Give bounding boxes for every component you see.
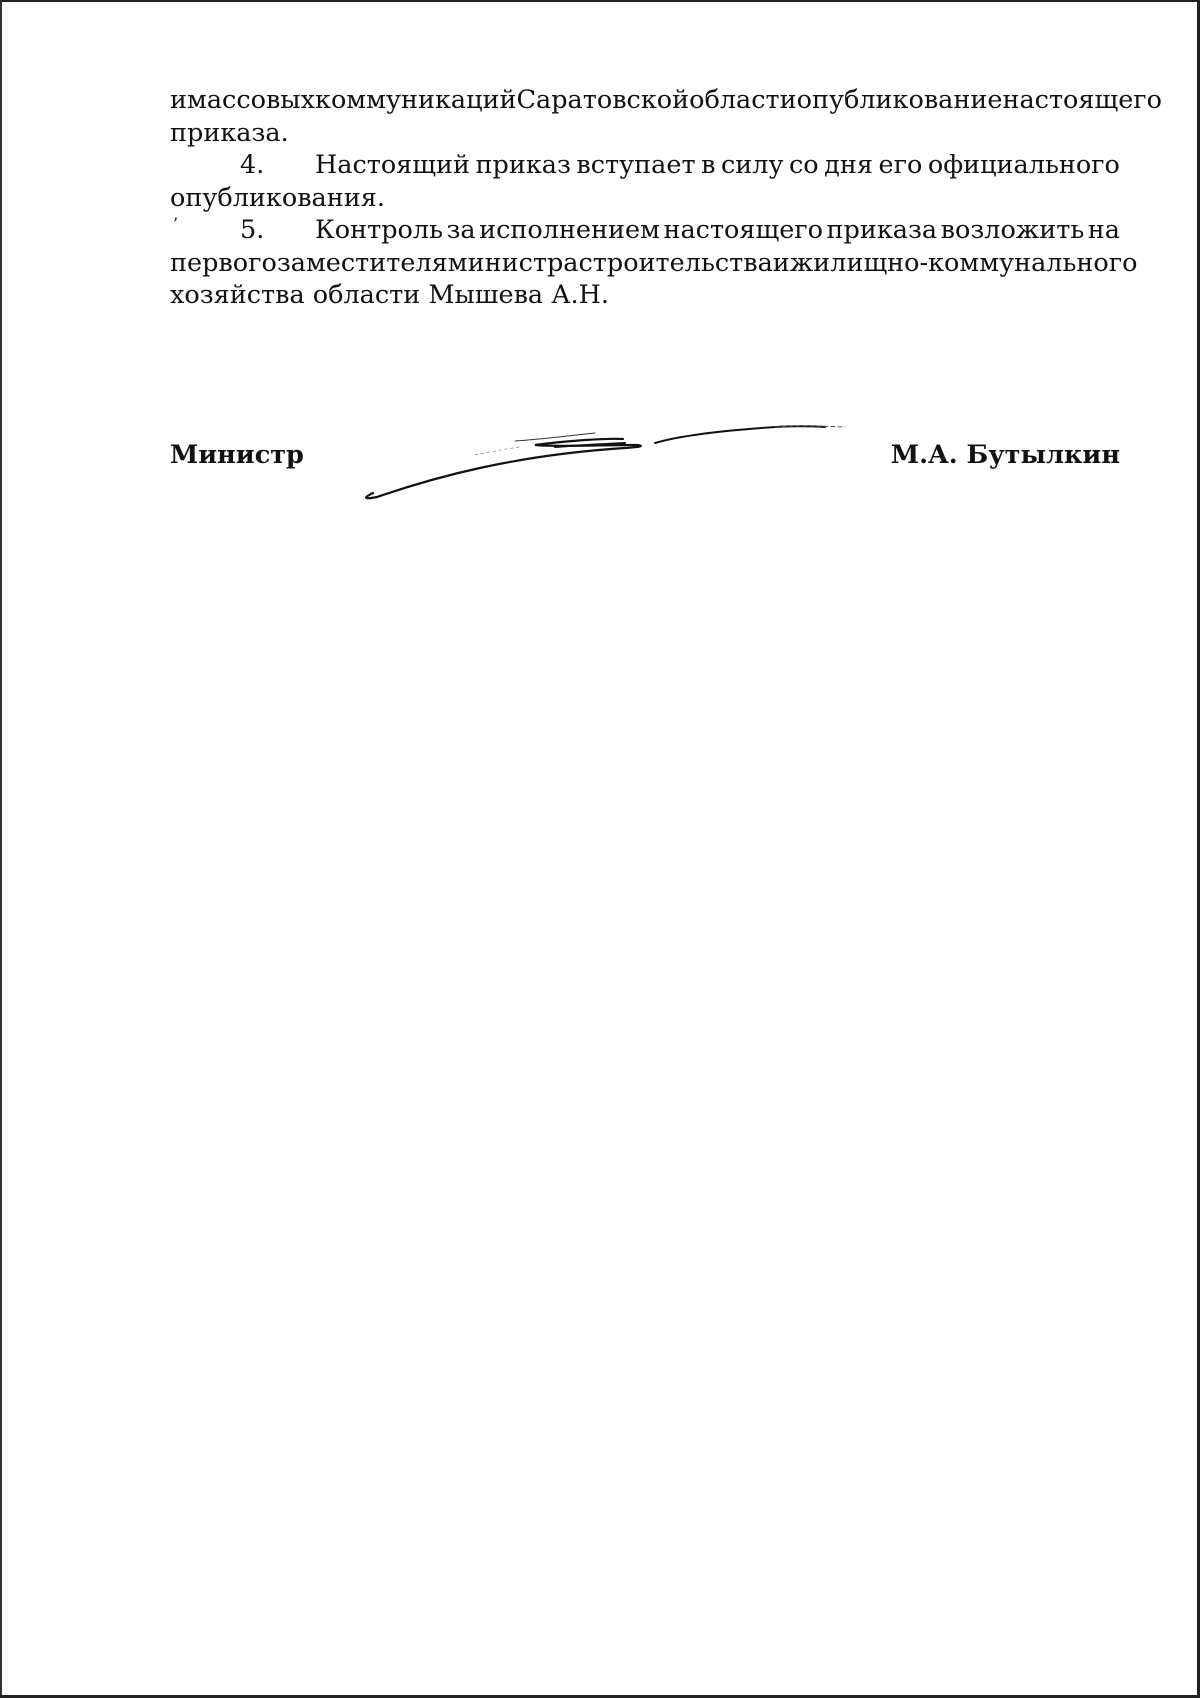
item-5-line-1-word-1: Контроль <box>315 215 443 245</box>
item-4-line-1-word-9: официального <box>927 150 1120 180</box>
item-5-line-1-word-3: исполнением <box>479 215 660 245</box>
item-5-line-1-word-4: настоящего <box>663 215 824 245</box>
signatory-title: Министр <box>170 440 304 470</box>
item-5-text <box>315 214 1120 247</box>
item-5-line-2-word-2: заместителя <box>276 247 448 278</box>
item-4-line-1-word-5: силу <box>720 150 784 180</box>
item-5-number: 5. <box>240 215 265 245</box>
document-body <box>170 84 1163 312</box>
paragraph-line-1-word-7: настоящего <box>1002 85 1163 115</box>
item-5-line-2-word-5: и <box>772 247 790 278</box>
paragraph-line-1-word-1: и <box>170 85 187 115</box>
item-4-line-1-word-7: дня <box>824 150 873 180</box>
item-4-line-1 <box>170 149 1120 182</box>
item-5-line-3: хозяйства области Мышева А.Н. <box>170 280 610 310</box>
stray-mark: ’ <box>173 214 179 233</box>
handwritten-signature <box>355 405 855 510</box>
item-5-line-1-word-2: за <box>446 215 476 245</box>
item-5-line-2 <box>170 247 1138 280</box>
item-5-line-2-word-3: министра <box>447 247 579 278</box>
paragraph-continuation-line-1 <box>170 84 1163 117</box>
page-edge-left <box>0 0 2 1698</box>
signatory-name: М.А. Бутылкин <box>890 440 1120 470</box>
paragraph-continuation-line-2: приказа. <box>170 117 289 148</box>
item-5-line-1 <box>170 214 1120 247</box>
paragraph-line-1-word-2: массовых <box>187 85 315 115</box>
item-5-line-1-word-5: приказа <box>826 215 938 245</box>
item-5-line-1-word-7: на <box>1087 215 1120 245</box>
item-4-line-1-word-8: его <box>878 150 923 180</box>
item-5-line-2-word-6: жилищно-коммунального <box>789 247 1138 278</box>
paragraph-line-1-word-6: опубликование <box>796 85 1003 115</box>
item-5-line-1-word-6: возложить <box>940 215 1085 245</box>
item-5-line-2-word-1: первого <box>170 247 277 278</box>
item-5-line-2-word-4: строительства <box>578 247 773 278</box>
item-4-line-1-word-1: Настоящий <box>315 150 470 180</box>
item-4-line-1-word-3: вступает <box>576 150 696 180</box>
item-4-text <box>315 149 1120 182</box>
item-4-line-1-word-2: приказ <box>475 150 571 180</box>
page-edge-top <box>0 0 1200 2</box>
item-4-line-2: опубликования. <box>170 182 385 213</box>
item-4-line-1-word-4: в <box>701 150 716 180</box>
paragraph-line-1-word-3: коммуникаций <box>315 85 517 115</box>
paragraph-line-1-word-4: Саратовской <box>516 85 690 115</box>
item-4-line-1-word-6: со <box>789 150 819 180</box>
paragraph-line-1-word-5: области <box>689 85 797 115</box>
item-4-number: 4. <box>240 150 265 180</box>
